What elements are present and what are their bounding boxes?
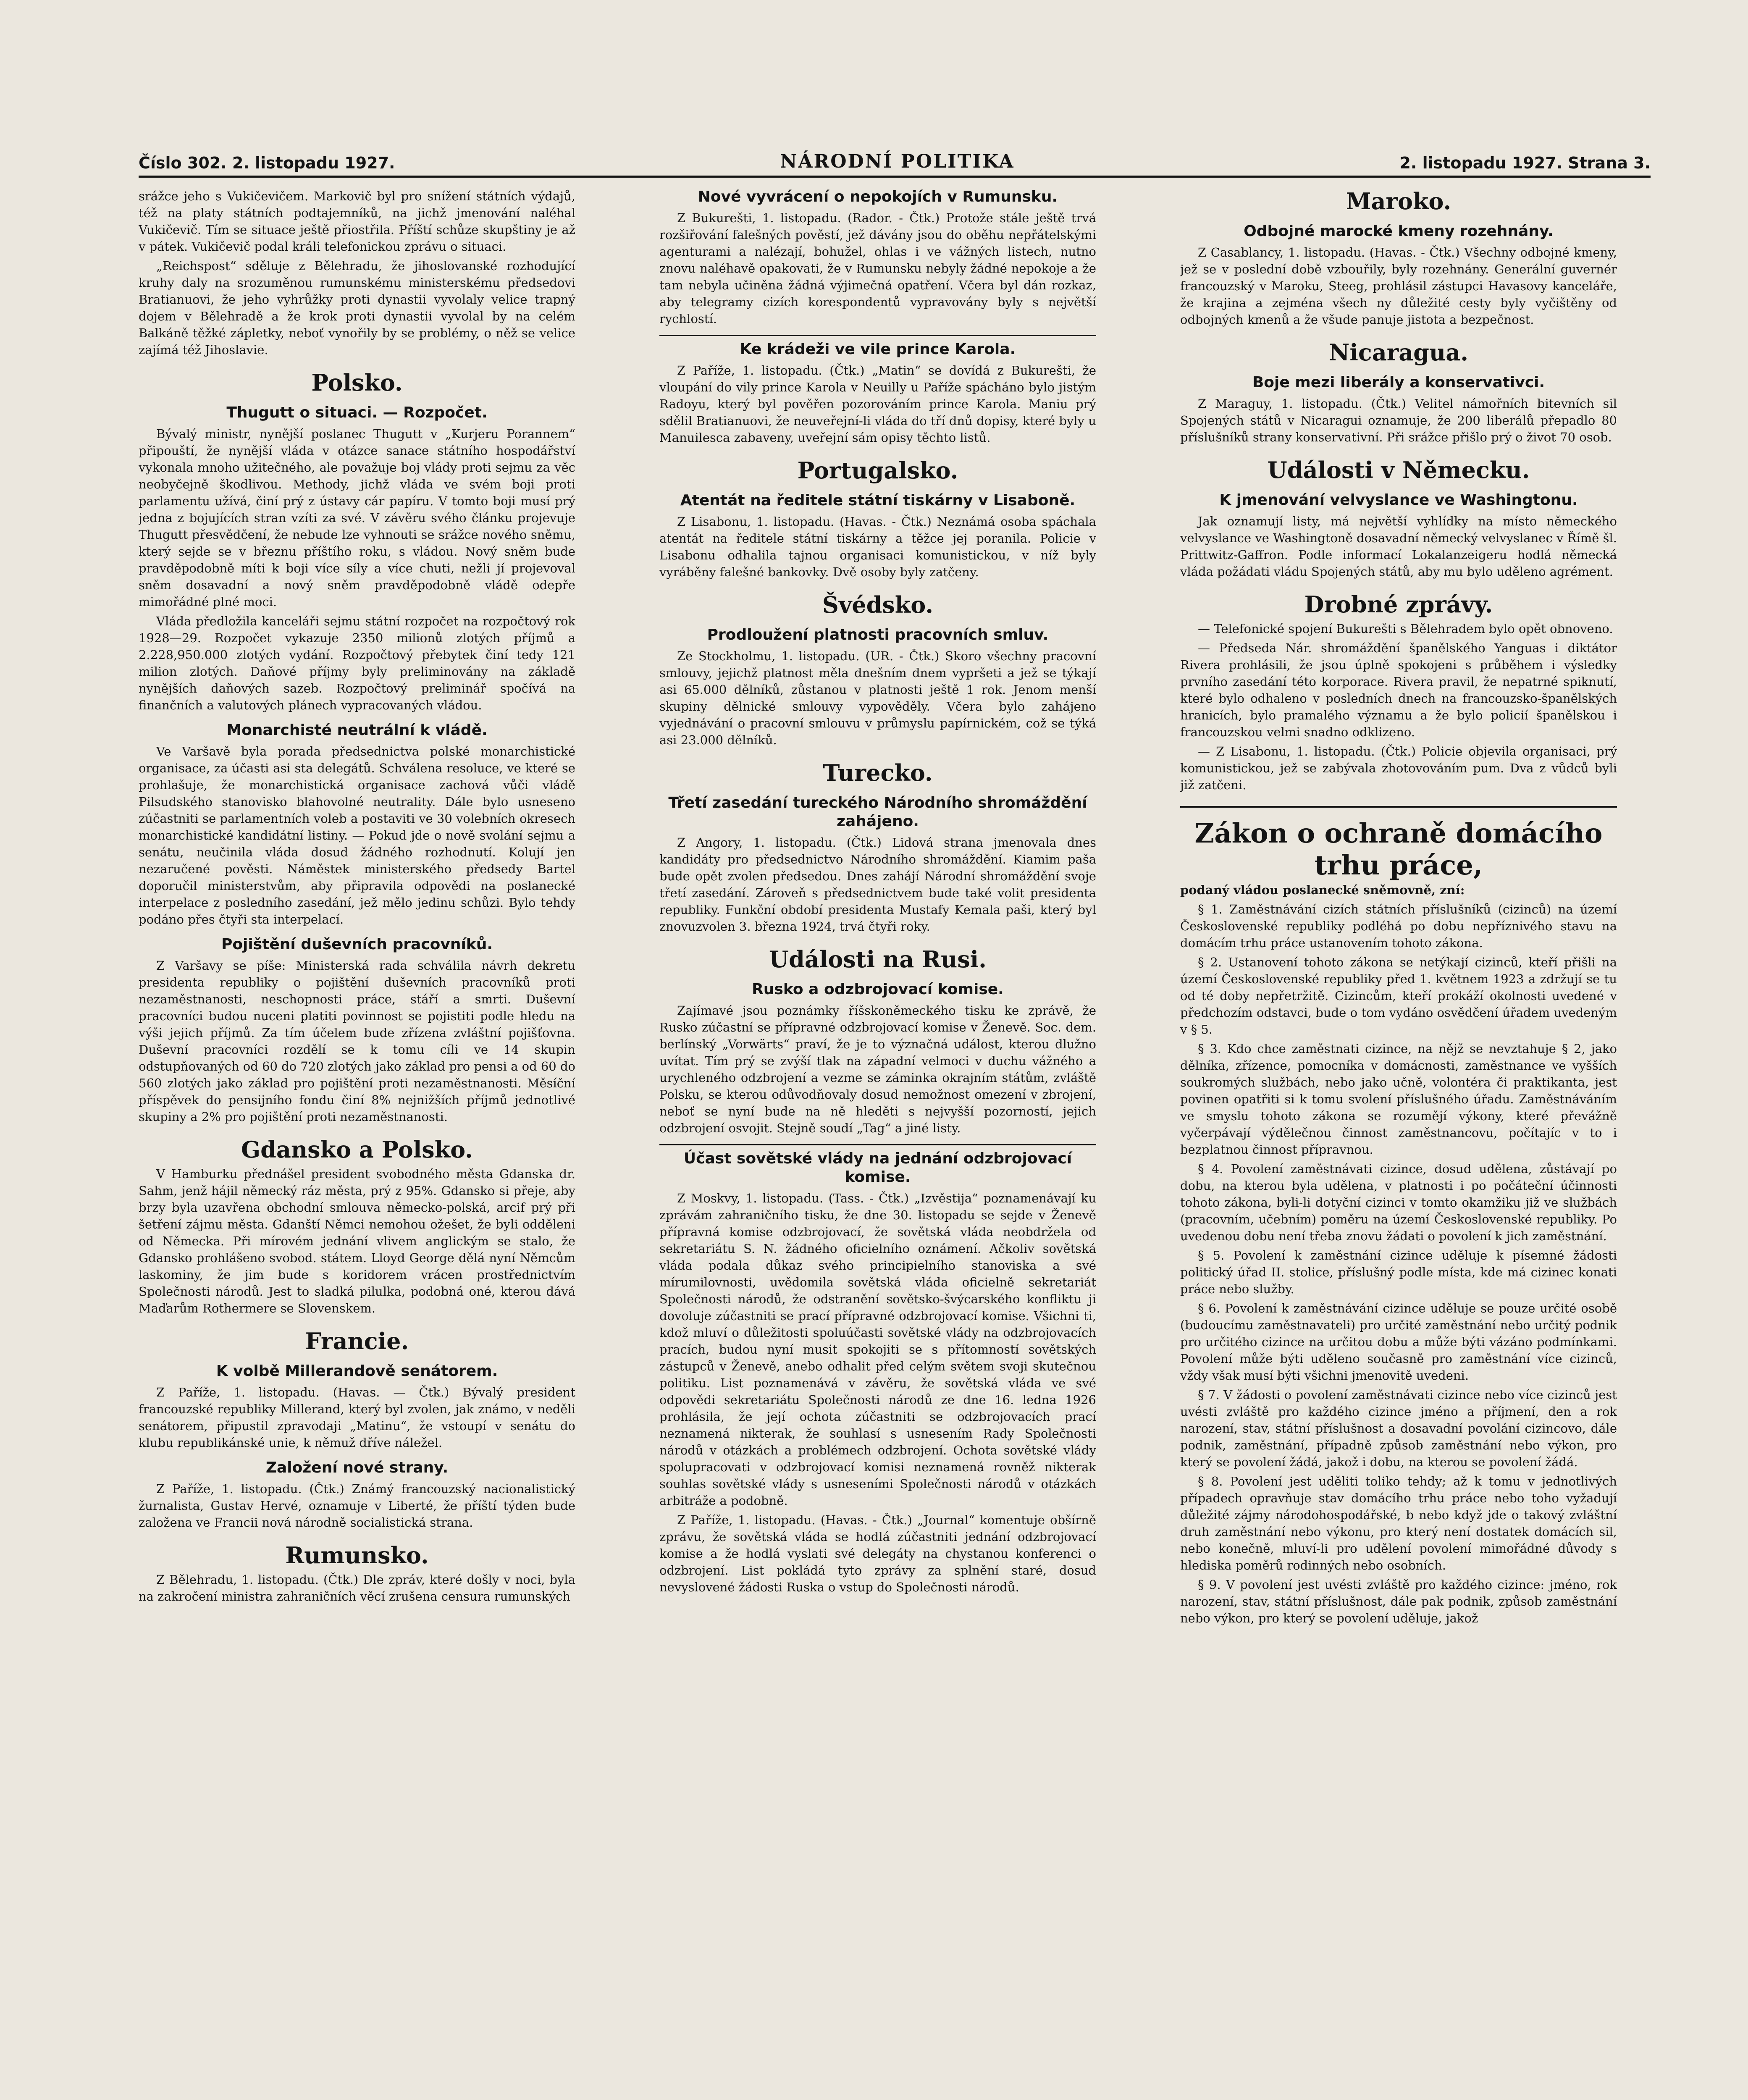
article-heading: Nové vyvrácení o nepokojích v Rumunsku. (698, 188, 1058, 205)
law-section: § 4. Povolení zaměstnávati cizince, dosud udělena, zůstávají po dobu, na kterou byla udělena, v platnosti i po počáteční účinnosti tohoto zákona, byli-li dotyční cizinci v tomto okamžiku již ve službách (pracovním, učebním) poměru na území Československé republiky. Po uvedenou dobu není třeba znovu žádati o povolení k jich zaměstnání. (1180, 1162, 1617, 1243)
article-text: Ve Varšavě byla porada předsednictva polské monarchistické organisace, za účasti asi sta delegátů. Schválena resoluce, ve které se prohlašuje, že monarchistická organisace zachová vůči vládě Pilsudského stanovisko blahovolné neutrality. Dále bylo usneseno zúčastniti se parlamentních voleb a postaviti ve 30 volebních okresech monarchistické kandidátní listiny. — Pokud jde o nově svolání sejmu a senátu, neučinila vláda dosud žádného rozhodnutí. Kolují jen nezaručené pověsti. Náměstek ministerského předsedy Bartel doporučil ministerstvům, aby připravila odpovědi na poslanecké interpelace z posledního zasedání, jež mělo jedinu schůzi. Bylo tehdy podáno přes čtyři sta interpelací. (139, 744, 575, 927)
article-text: Zajímavé jsou poznámky říšskoněmeckého tisku ke zprávě, že Rusko zúčastní se přípravné odzbrojovací komise v Ženevě. Soc. dem. berlínský „Vorwärts“ praví, že je to význačná událost, kterou dlužno uvítat. Tím prý se zvýší tlak na západní velmoci v duchu vážného a urychleného odzbrojení a vezme se záminka okrajním státům, zvláště Polsku, se kterou odůvodňovaly dosud nemožnost omezení v zbrojení, neboť se nyní bude na ně hleděti s nejvyšší pozorností, jejich odzbrojení osvojit. Stejně soudí „Tag“ a jiné listy. (659, 1003, 1096, 1135)
article-text: Z Paříže, 1. listopadu. (Čtk.) Známý francouzský nacionalistický žurnalista, Gustav Hervé, oznamuje v Liberté, že příští týden bude založena ve Francii nová národně socialistická strana. (139, 1482, 575, 1530)
article-text: Z Moskvy, 1. listopadu. (Tass. - Čtk.) „Izvěstija“ poznamenávají ku zprávám zahraničního tisku, že dne 30. listopadu se sejde v Ženevě přípravná komise odzbrojovací, že sovětská vláda neobdržela od sekretariátu S. N. žádného oficielního oznámení. Ačkoliv sovětská vláda podala důkaz svého principielního stanoviska a své mírumilovnosti, uvědomila sovětská vláda oficielně sekretariát Společnosti národů, že odstranění sovětsko-švýcarského konfliktu ji dovoluje zúčastniti se prací přípravné odzbrojovací komise. Všichni ti, kdož mluví o důležitosti spoluúčasti sovětské vlády na odzbrojovacích pracích, budou nyní musit spokojiti se s přítomností sovětských zástupců v Ženevě, anebo odhalit před celým světem svoji skutečnou politiku. List poznamenává v závěru, že sovětská vláda ve své odpovědi sekretariátu Společnosti národů ze dne 16. ledna 1926 prohlásila, že její ochota zúčastniti se odzbrojovacích prací neznamená nikterak, že souhlasí s usnesením Rady Společnosti národů v otázkách a problémech odzbrojení. Ochota sovětské vlády spolupracovati v odzbrojovací komisi neznamená rovněž nikterak souhlas sovětské vlády s usneseními Společnosti národů v otázkách arbitráže a podobně. (659, 1191, 1096, 1508)
date-page: 2. listopadu 1927. Strana 3. (1399, 154, 1651, 172)
article-text: — Z Lisabonu, 1. listopadu. (Čtk.) Policie objevila organisaci, prý komunistickou, jež se zabývala zhotovováním pum. Dva z vůdců byli již zatčeni. (1180, 744, 1617, 792)
article-text: Z Lisabonu, 1. listopadu. (Havas. - Čtk.) Neznámá osoba spáchala atentát na ředitele státní tiskárny a těžce jej poranila. Policie v Lisabonu odhalila tajnou organisaci komunistickou, v níž byly vyráběny falešné bankovky. Dvě osoby byly zatčeny. (659, 514, 1096, 579)
section-heading: Nicaragua. (1329, 339, 1468, 366)
article-heading: Odbojné marocké kmeny rozehnány. (1244, 223, 1554, 240)
article-heading: Thugutt o situaci. — Rozpočet. (226, 404, 488, 421)
section-heading: Rumunsko. (285, 1542, 429, 1569)
page-header (139, 139, 1651, 178)
article-text: Z Maraguy, 1. listopadu. (Čtk.) Velitel námořních bitevních sil Spojených států v Nicaragui oznamuje, že 200 liberálů přepadlo 80 příslušníků strany konservativní. Při srážce přišlo prý o život 70 osob. (1180, 396, 1617, 444)
article-heading: Účast sovětské vlády na jednání odzbrojovací komise. (659, 1144, 1096, 1186)
article-heading: Atentát na ředitele státní tiskárny v Lisaboně. (680, 492, 1076, 509)
newspaper-page (139, 139, 1651, 2100)
section-heading: Francie. (305, 1328, 409, 1354)
article-text: „Reichspost“ sděluje z Bělehradu, že jihoslovanské rozhodující kruhy daly na srozuměnou rumunskému ministerskému předsedovi Bratianuovi, že jeho vyhrůžky proti dynastii vyvolaly velice trapný dojem v Bělehradě a že krok proti dynastii vyvolal by na celém Balkáně těžké zápletky, neboť vynořily by se problémy, o něž se velice zajímá též Jihoslavie. (139, 259, 575, 357)
article-text: Jak oznamují listy, má největší vyhlídky na místo německého velvyslance ve Washingtoně dosavadní německý velvyslanec v Římě šl. Prittwitz-Gaffron. Podle informací Lokalanzeigeru hodlá německá vláda požádati vládu Spojených států, aby mu bylo uděleno agrément. (1180, 514, 1617, 579)
article-heading: Založení nové strany. (265, 1459, 449, 1476)
section-heading: Události v Německu. (1267, 457, 1530, 483)
article-heading: Rusko a odzbrojovací komise. (752, 981, 1004, 998)
section-heading: Události na Rusi. (769, 946, 987, 973)
column-2 (659, 188, 1096, 2100)
law-section: § 2. Ustanovení tohoto zákona se netýkají cizinců, kteří přišli na území Československé republiky před 1. květnem 1923 a zdržují se tu od té doby nepřetržitě. Cizincům, kteří prokáží okolnosti uvedené v předchozím odstavci, bude o tom vydáno osvědčení úřadem uvedeným v § 5. (1180, 955, 1617, 1037)
article-heading: Prodloužení platnosti pracovních smluv. (707, 626, 1049, 643)
article-heading: K jmenování velvyslance ve Washingtonu. (1219, 491, 1578, 509)
law-section: § 5. Povolení k zaměstnání cizince uděluje k písemné žádosti politický úřad II. stolice, příslušný podle místa, kde má cizinec konati práce nebo služby. (1180, 1248, 1617, 1296)
law-section: § 6. Povolení k zaměstnávání cizince uděluje se pouze určité osobě (budoucímu zaměstnavateli) pro určité zaměstnání nebo určitý podnik pro určitého cizince na určitou dobu a může býti vázáno podmínkami. Povolení může býti uděleno současně pro zaměstnání více cizinců, vždy však musí býti všichni jmenovitě uvedeni. (1180, 1301, 1617, 1383)
section-heading: Gdansko a Polsko. (241, 1136, 473, 1163)
law-intro: podaný vládou poslanecké sněmovně, zní: (1180, 883, 1465, 897)
masthead: NÁRODNÍ POLITIKA (780, 151, 1015, 172)
law-section: § 3. Kdo chce zaměstnati cizince, na nějž se nevztahuje § 2, jako dělníka, zřízence, pomocníka v domácnosti, zaměstnance ve vyšších soukromých službách, nebo jako učně, volontéra či praktikanta, jest povinen opatřiti si k tomu svolení příslušného úřadu. Zaměstnáváním ve smyslu tohoto zákona se rozumějí výkony, které převážně vyčerpávají výdělečnou činnost zaměstnancovu, počítajíc v to i bezplatnou činnost přípravnou. (1180, 1042, 1617, 1157)
article-heading: Třetí zasedání tureckého Národního shromáždění zahájeno. (668, 794, 1087, 830)
article-text: Z Paříže, 1. listopadu. (Havas. - Čtk.) „Journal“ komentuje obšírně zprávu, že sovětská vláda se hodlá zúčastniti jednání odzbrojovací komise a že hodlá vyslati své delegáty na chystanou konferenci o odzbrojení. List pokládá tyto zprávy za splnění staré, dosud nevyslovené žádosti Ruska o vstup do Společnosti národů. (659, 1513, 1096, 1594)
section-heading: Drobné zprávy. (1304, 591, 1493, 618)
columns (139, 188, 1651, 2100)
article-text: V Hamburku přednášel president svobodného města Gdanska dr. Sahm, jenž hájil německý ráz města, prý z 95%. Gdansko si přeje, aby brzy byla uzavřena obchodní smlouva německo-polská, arcif prý při šetření zájmu města. Gdanští Němci nemohou ožešet, že byli odděleni od Německa. Při mírovém jednání vlivem anglickým se stalo, že Gdansko prohlášeno svobod. státem. Lloyd George dělá nyní Němcům laskominy, že jim bude s koridorem vrácen prostřednictvím Společnosti národů. Jest to sladká pilulka, podobná oné, kterou dává Maďarům Rothermere se Slovenskem. (139, 1167, 575, 1315)
article-text: Z Varšavy se píše: Ministerská rada schválila návrh dekretu presidenta republiky o pojištění duševních pracovníků proti nezaměstnanosti, neschopnosti práce, stáří a smrti. Duševní pracovníci budou nuceni platiti povinnost se pojistiti podle hledu na výši jejich příjmů. Za tím účelem bude zřízena zvláštní pojišťovna. Duševní pracovníci rozdělí se k tomu cíli ve 14 skupin odstupňovaných od 60 do 720 zlotých jako základ pro pensi a od 60 do 560 zlotých jako základ pro pojištění proti nezaměstnanosti. Měsíční příspěvek do pensijního fondu činí 8% nejnižších příjmů jednotlivé skupiny a 2% pro pojištění proti nezaměstnanosti. (139, 958, 575, 1124)
article-text: Z Paříže, 1. listopadu. (Havas. — Čtk.) Bývalý president francouzské republiky Millerand, který byl zvolen, jak známo, v neděli senátorem, připustil zpravodaji „Matinu“, že vstoupí v senátu do klubu republikánské unie, k němuž dříve náležel. (139, 1385, 575, 1450)
law-title: Zákon o ochraně domácího trhu práce, (1180, 806, 1617, 882)
article-text: Z Angory, 1. listopadu. (Čtk.) Lidová strana jmenovala dnes kandidáty pro předsednictvo Národního shromáždění. Kiamim paša bude opět zvolen předsedou. Dnes zahájí Národní shromáždění svoje třetí zasedání. Zároveň s předsednictvem bude také volit presidenta republiky. Funkční období presidenta Mustafy Kemala paši, který byl znovuzvolen 3. března 1924, trvá čtyři roky. (659, 835, 1096, 934)
article-text: — Telefonické spojení Bukurešti s Bělehradem bylo opět obnoveno. (1198, 622, 1613, 636)
article-text: Z Paříže, 1. listopadu. (Čtk.) „Matin“ se dovídá z Bukurešti, že vloupání do vily prince Karola v Neuilly u Paříže spácháno bylo jistým Radoyu, který byl pověřen pozorováním prince Karola. Maniu prý sdělil Bratianuovi, že neuveřejní-li vláda do tří dnů dopisy, které byly u Manuilesca zabaveny, uveřejní sám opisy těchto listů. (659, 363, 1096, 445)
law-section: § 7. V žádosti o povolení zaměstnávati cizince nebo více cizinců jest uvésti zvláště pro každého cizince jméno a příjmení, den a rok narození, stav, státní příslušnost a dosavadní povolání cizincovo, dále podnik, zaměstnání, případně způsob zaměstnání nebo výkon, pro který se povolení žádá, jakož i dobu, na kterou se povolení žádá. (1180, 1388, 1617, 1469)
law-section: § 9. V povolení jest uvésti zvláště pro každého cizince: jméno, rok narození, stav, státní příslušnost, dále pak podnik, způsob zaměstnání nebo výkon, pro který se povolení uděluje, jakož (1180, 1578, 1617, 1625)
article-text: Z Bukurešti, 1. listopadu. (Rador. - Čtk.) Protože stále ještě trvá rozšiřování falešných pověstí, jež dávány jsou do oběhu nepřátelskými agenturami a nalézají, bohužel, ohlas i ve vážných listech, nutno znovu naléhavě opakovati, že v Rumunsku nebyly žádné nepokoje a že tam nebyla učiněna žádná výjimečná opatření. Včera byl dán rozkaz, aby telegramy cizích korespondentů vypravovány byly s největší rychlostí. (659, 211, 1096, 326)
section-heading: Polsko. (311, 369, 403, 396)
article-heading: K volbě Millerandově senátorem. (216, 1362, 498, 1380)
article-heading: Ke krádeži ve vile prince Karola. (659, 335, 1096, 359)
section-heading: Turecko. (823, 759, 933, 786)
section-heading: Švédsko. (822, 591, 934, 618)
section-heading: Portugalsko. (797, 457, 958, 484)
law-section: § 1. Zaměstnávání cizích státních příslušníků (cizinců) na území Československé republiky podléhá po dobu nepříznivého stavu na domácím trhu práce ustanovením tohoto zákona. (1180, 902, 1617, 950)
section-heading: Maroko. (1346, 188, 1451, 215)
article-text: Vláda předložila kanceláři sejmu státní rozpočet na rozpočtový rok 1928—29. Rozpočet vykazuje 2350 milionů zlotých příjmů a 2.228,950.000 zlotých vydání. Rozpočtový přebytek činí tedy 121 milion zlotých. Daňové příjmy byly preliminovány na základě nynějších daňových sazeb. Rozpočtový preliminář spočívá na finančních a valutových plánech vypracovaných vládou. (139, 614, 575, 712)
article-text: Z Casablancy, 1. listopadu. (Havas. - Čtk.) Všechny odbojné kmeny, jež se v poslední době vzbouřily, byly rozehnány. Generální guvernér francouzský v Maroku, Steeg, prohlásil zástupci Havasovy kanceláře, že krajina a zejména všech ny důležité cesty byly vyčištěny od odbojných kmenů a že všude panuje jistota a bezpečnost. (1180, 245, 1617, 327)
article-heading: Pojištění duševních pracovníků. (221, 936, 493, 953)
column-3 (1180, 188, 1617, 2100)
article-text: — Předseda Nár. shromáždění španělského Yanguas i diktátor Rivera prohlásili, že jsou úplně spokojeni s průběhem i výsledky prvního zasedání této korporace. Rivera pravil, že nepatrné spiknutí, které bylo odhaleno v posledních dnech na francouzsko-španělských hranicích, bylo pramalého významu a že bylo policií španělskou i francouzskou velmi snadno odklizeno. (1180, 641, 1617, 739)
article-text: Bývalý ministr, nynější poslanec Thugutt v „Kurjeru Porannem“ připouští, že nynější vláda v otázce sanace státního hospodářství vykonala mnoho užitečného, ale považuje boj vlády proti sejmu za věc neobyčejně škodlivou. Methody, jichž vláda ve svém boji proti parlamentu užívá, činí prý z ústavy cár papíru. V tomto boji musí prý jedna z bojujících stran vzíti za své. V závěru svého článku projevuje Thugutt přesvědčení, že nebude lze vyhnouti se srážce nového sněmu, který sejde se v březnu příštího roku, s vládou. Nový sněm bude pravděpodobně míti k boji více síly a více chuti, nežli jí projevoval sněm dosavadní a nový sněm pravděpodobně vládě odepře mimořádné plné moci. (139, 427, 575, 609)
article-text: srážce jeho s Vukičevičem. Markovič byl pro snížení státních výdajů, též na platy státních podtajemníků, na jichž jmenování naléhal Vukičevič. Tím se situace ještě přiostřila. Příští schůze skupštiny je až v pátek. Vukičevič podal králi telefonickou zprávu o situaci. (139, 189, 575, 254)
article-heading: Boje mezi liberály a konservativci. (1252, 374, 1545, 391)
law-section: § 8. Povolení jest uděliti toliko tehdy; až k tomu v jednotlivých případech opravňuje stav domácího trhu práce nebo toho vyžadují důležité zájmy národohospodářské, b nebo když jde o takový zvláštní druh zaměstnání nebo výkonu, pro který není dostatek domácích sil, nebo konečně, mluví-li pro udělení povolení mimořádné důvody s hlediska poměrů rodinných nebo osobních. (1180, 1474, 1617, 1572)
article-heading: Monarchisté neutrální k vládě. (226, 722, 488, 739)
article-text: Z Bělehradu, 1. listopadu. (Čtk.) Dle zpráv, které došly v noci, byla na zakročení ministra zahraničních věcí zrušena censura rumunských (139, 1572, 575, 1604)
issue-number: Číslo 302. 2. listopadu 1927. (139, 154, 395, 172)
column-1 (139, 188, 575, 2100)
article-text: Ze Stockholmu, 1. listopadu. (UR. - Čtk.) Skoro všechny pracovní smlouvy, jejichž platnost měla dnešním dnem vypršeti a jež se týkají asi 65.000 dělníků, zůstanou v platnosti ještě 1 rok. Jenom menší skupiny dělnické smlouvy vypověděly. Včera bylo zahájeno vyjednávání o pracovní smlouvu v průmyslu papírnickém, což se týká asi 23.000 dělníků. (659, 649, 1096, 747)
